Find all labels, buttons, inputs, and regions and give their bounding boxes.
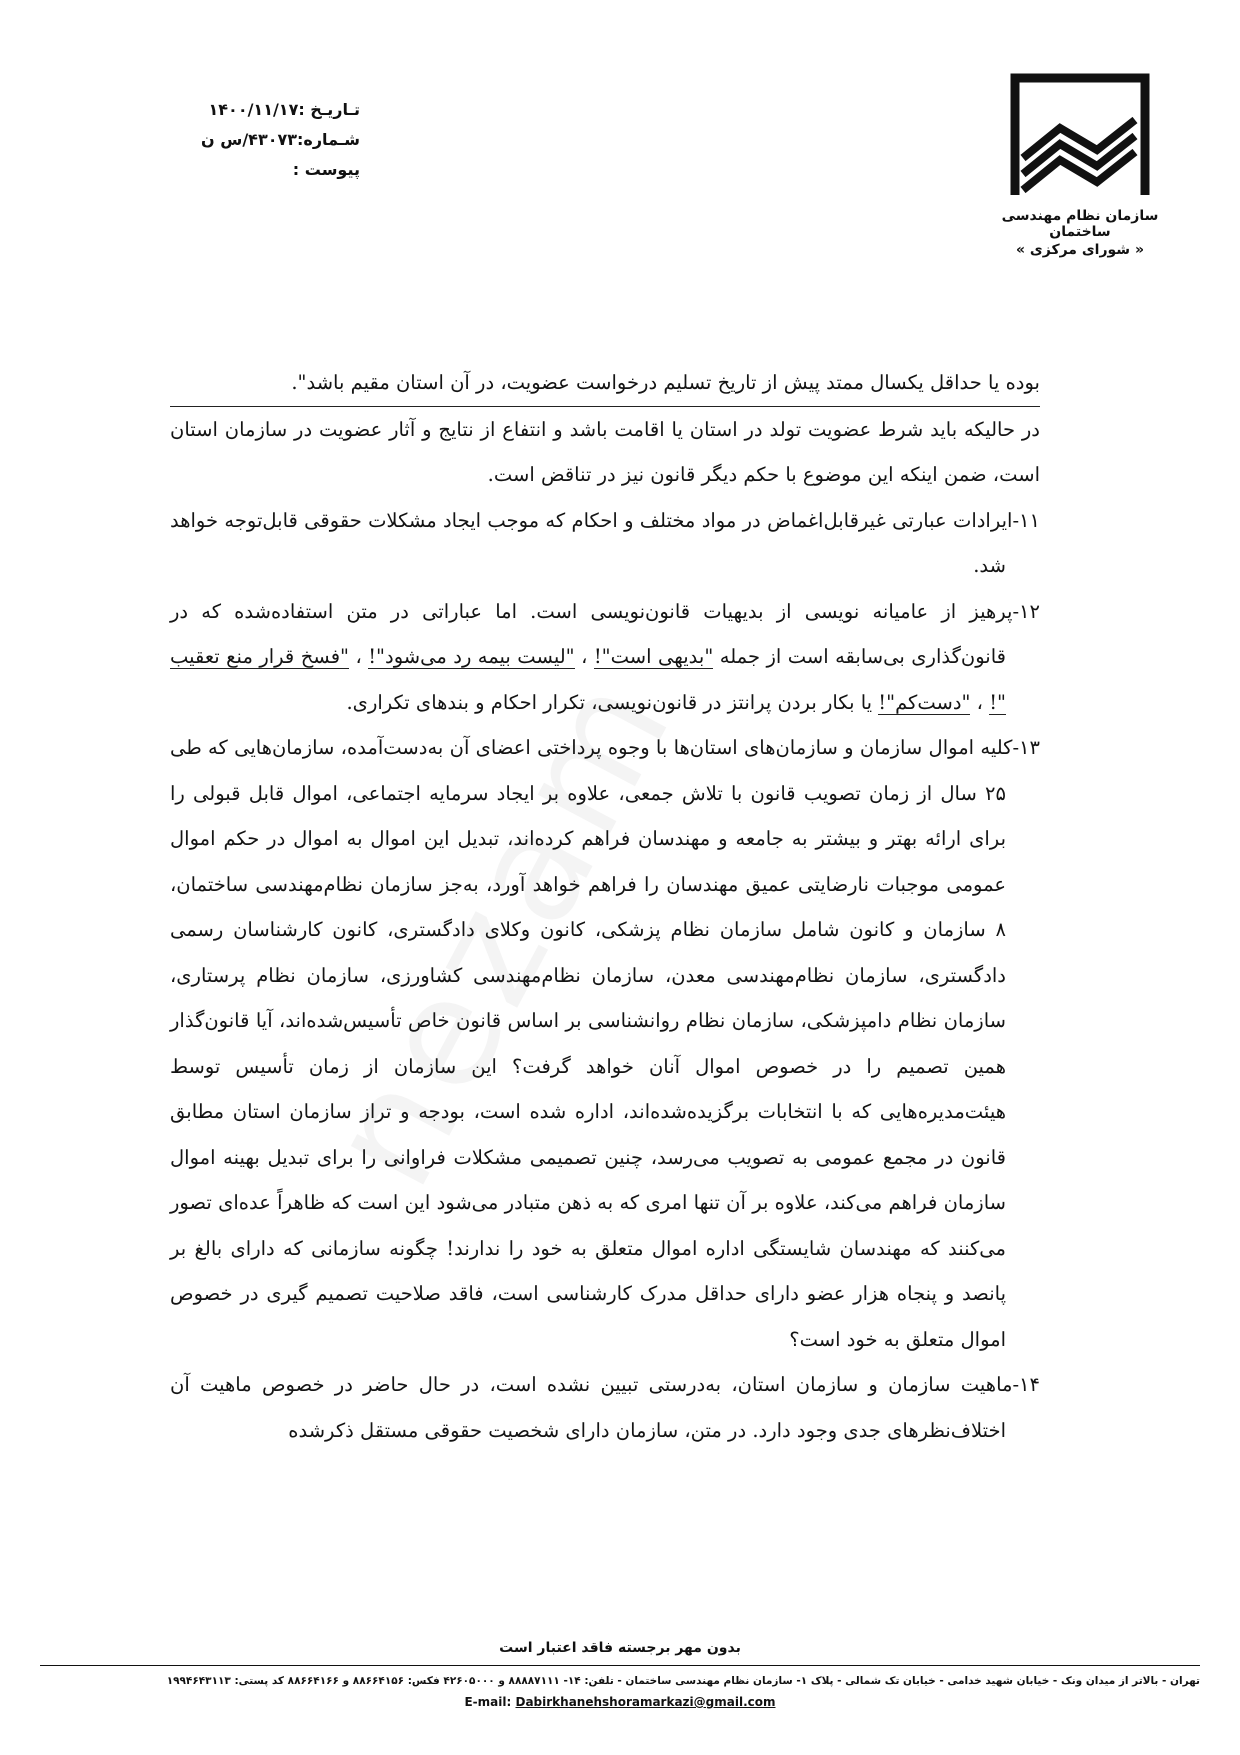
item-12: ۱۲-پرهیز از عامیانه نویسی از بدیهیات قانون‌نویسی است. اما عباراتی در متن استفاده‌شده که در قانون‌گذاری بی‌سابقه است از جمله "بدیهی است"! ، "لیست بیمه رد می‌شود"! ، "فسخ قرار منع تعقیب "! ، "دست‌کم"! یا بکار بردن پرانتز در قانون‌نویسی، تکرار احکام و بندهای تکراری.: [170, 599, 1040, 714]
date-value: ۱۴۰۰/۱۱/۱۷: [208, 100, 299, 119]
attachment-row: [180, 155, 360, 186]
letter-body: [170, 360, 1040, 1453]
letter-meta: [180, 95, 360, 186]
item-14: ۱۴-ماهیت سازمان و سازمان استان، به‌درستی تبیین نشده است، در حال حاضر در خصوص ماهیت آن اختلاف‌نظرهای جدی وجود دارد. در متن، سازمان دارای شخصیت حقوقی مستقل ذکرشده: [170, 1373, 1040, 1442]
item-12-quote-1: "بدیهی است"!: [593, 645, 714, 668]
item-13: ۱۳-کلیه اموال سازمان و سازمان‌های استان‌ها با وجوه پرداختی اعضای آن به‌دست‌آمده، سازمان‌هایی که طی ۲۵ سال از زمان تصویب قانون با تلاش جمعی، علاوه بر ایجاد سرمایه اجتماعی، اموال قابل قبولی را برای ارائه بهتر و بیشتر به جامعه و مهندسان فراهم کرده‌اند، تبدیل این اموال به اموال در حکم اموال عمومی موجبات نارضایتی عمیق مهندسان را فراهم خواهد آورد، به‌جز سازمان نظام‌مهندسی ساختمان، ۸ سازمان و کانون شامل سازمان نظام پزشکی، کانون وکلای دادگستری، کانون کارشناسان رسمی دادگستری، سازمان نظام‌مهندسی معدن، سازمان نظام‌مهندسی کشاورزی، سازمان نظام پرستاری، سازمان نظام دامپزشکی، سازمان نظام روانشناسی بر اساس قانون خاص تأسیس‌شده‌اند، آیا قانون‌گذار همین تصمیم را در خصوص اموال آنان خواهد گرفت؟ این سازمان از زمان تأسیس توسط هیئت‌مدیره‌هایی که با انتخابات برگزیده‌شده‌اند، اداره شده است، بودجه و تراز سازمان استان مطابق قانون در مجمع عمومی به تصویب می‌رسد، چنین تصمیمی مشکلات فراوانی را برای تبدیل بهینه اموال سازمان فراهم می‌کند، علاوه بر آن تنها امری که به ذهن متبادر می‌شود این است که ظاهراً عده‌ای تصور می‌کنند که مهندسان شایستگی اداره اموال متعلق به خود را ندارند! چگونه سازمانی که دارای بالغ بر پانصد و پنجاه هزار عضو دارای حداقل مدرک کارشناسی است، فاقد صلاحیت تصمیم گیری در خصوص اموال متعلق به خود است؟: [170, 736, 1040, 1351]
footer-divider: [40, 1665, 1200, 1666]
item-12-quote-4: "دست‌کم"!: [878, 690, 971, 714]
item-12-text-end: یا بکار بردن پرانتز در قانون‌نویسی، تکرار احکام و بندهای تکراری.: [346, 690, 873, 714]
stamp-validity-note: بدون مهر برجسته فاقد اعتبار است: [499, 1640, 741, 1656]
number-label: شـماره:: [297, 130, 360, 149]
attachment-label: پیوست :: [292, 160, 360, 179]
building-roof-logo-icon: [1005, 70, 1155, 200]
number-value: ۴۳۰۷۳/س ن: [201, 130, 297, 149]
body-paragraph: در حالیکه باید شرط عضویت تولد در استان یا اقامت باشد و انتفاع از نتایج و آثار عضویت در سازمان استان است، ضمن اینکه این موضوع با حکم دیگر قانون نیز در تناقض است.: [170, 417, 1040, 486]
item-11: ۱۱-ایرادات عبارتی غیرقابل‌اغماض در مواد مختلف و احکام که موجب ایجاد مشکلات حقوقی قابل‌توجه خواهد شد.: [170, 508, 1040, 577]
organization-logo-block: [980, 70, 1180, 258]
item-12-text: ۱۲-پرهیز از عامیانه نویسی از بدیهیات قانون‌نویسی است. اما عباراتی در متن استفاده‌شده که در قانون‌گذاری بی‌سابقه است از جمله: [170, 599, 1040, 668]
date-row: [180, 95, 360, 125]
email-link[interactable]: Dabirkhanehshoramarkazi@gmail.com: [515, 1695, 776, 1709]
email-label: E-mail:: [464, 1695, 512, 1709]
footer-address: تهران - بالاتر از میدان ونک - خیابان شهید خدامی - خیابان تک شمالی - پلاک ۱- سازمان نظام مهندسی ساختمان - تلفن: ۱۴- ۸۸۸۸۷۱۱۱ و ۴۲۶۰۵۰۰۰ فکس: ۸۸۶۶۴۱۵۶ و ۸۸۶۶۴۱۶۶ کد پستی: ۱۹۹۴۶۴۳۱۱۳: [166, 1675, 1200, 1687]
organization-name: سازمان نظام مهندسی ساختمان: [1001, 208, 1159, 240]
item-12-quote-3: "فسخ قرار منع تعقیب "!: [170, 645, 1006, 714]
date-label: تـاریـخ :: [298, 100, 360, 119]
organization-subtitle: « شورای مرکزی »: [1015, 242, 1144, 258]
body-first-line: بوده یا حداقل یکسال ممتد پیش از تاریخ تسلیم درخواست عضویت، در آن استان مقیم باشد".: [170, 360, 1040, 407]
number-row: [180, 125, 360, 155]
footer-email-row: [0, 1695, 1240, 1709]
item-12-quote-2: "لیست بیمه رد می‌شود"!: [368, 645, 575, 668]
